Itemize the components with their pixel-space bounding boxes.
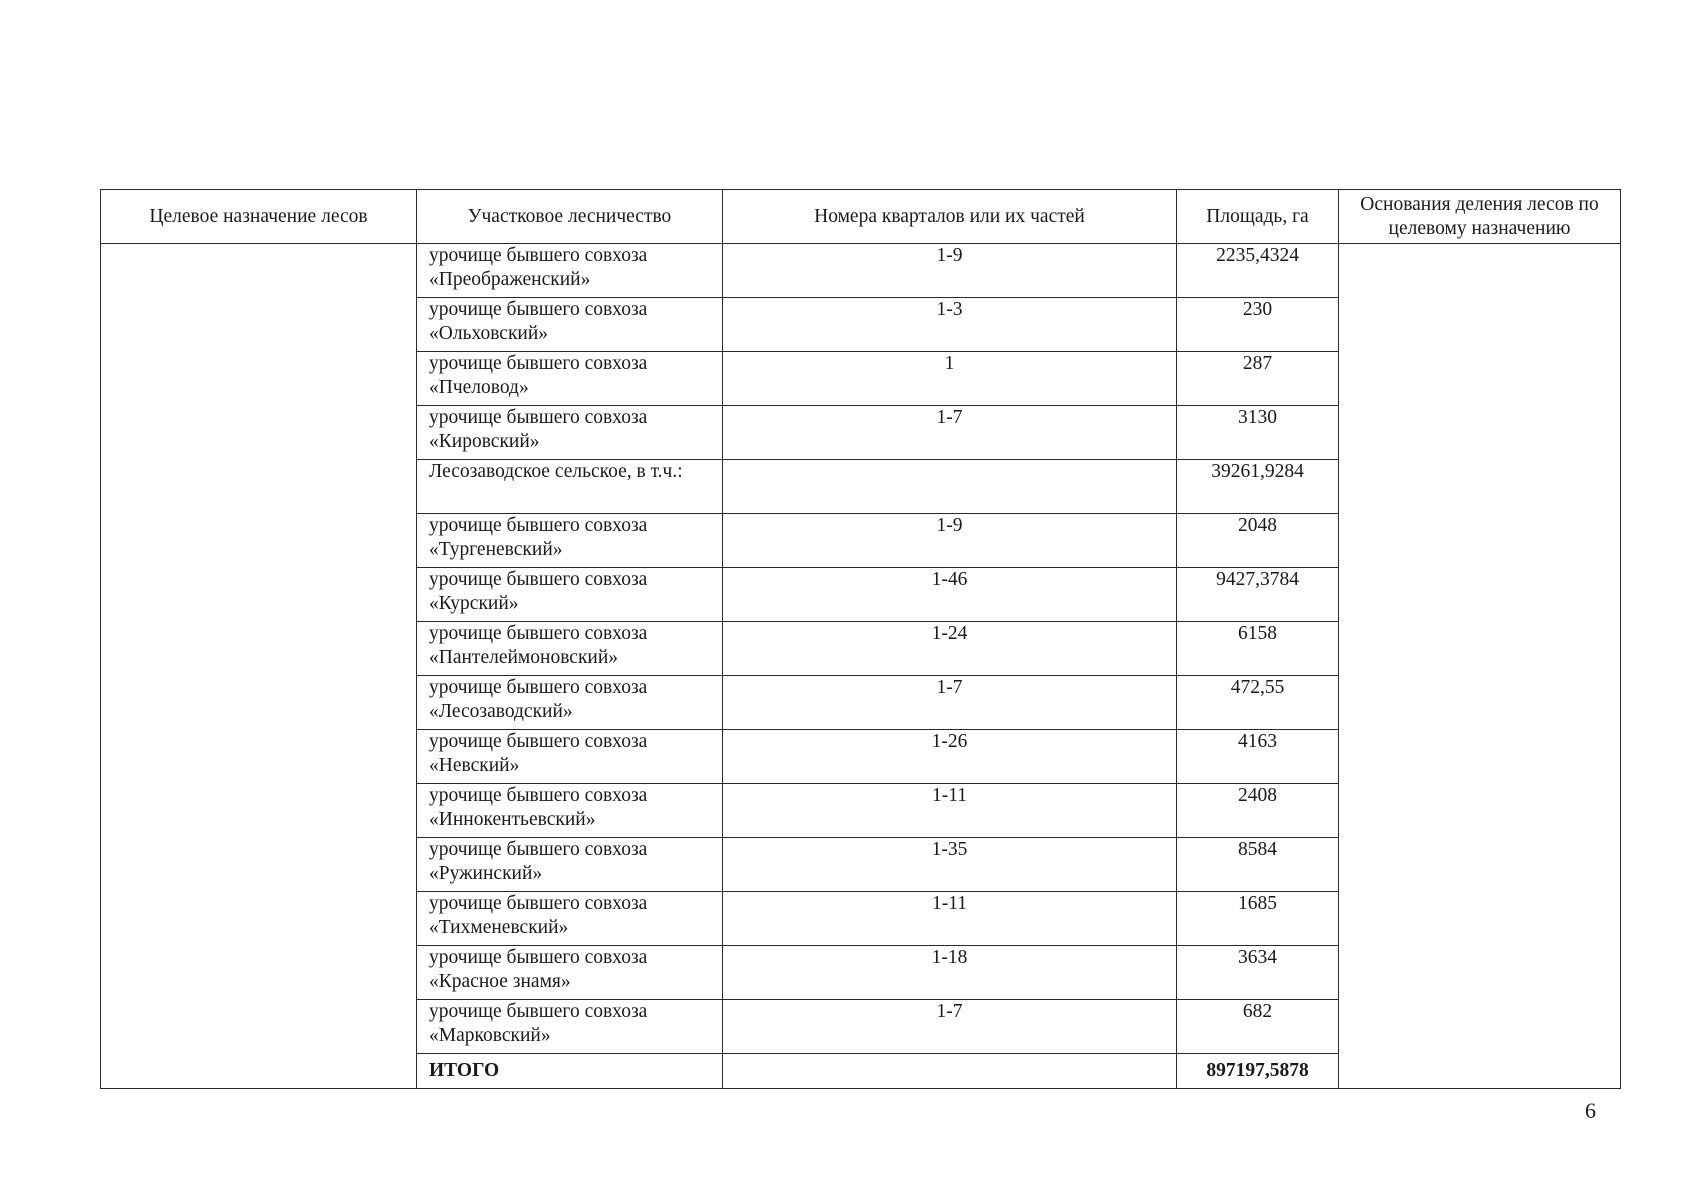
forestry-cell: урочище бывшего совхоза «Невский»: [417, 730, 723, 784]
header-purpose: Целевое назначение лесов: [101, 190, 417, 244]
area-cell: 1685: [1177, 892, 1339, 946]
forestry-cell: урочище бывшего совхоза «Марковский»: [417, 1000, 723, 1054]
quarters-cell: 1-7: [723, 1000, 1177, 1054]
page-number: 6: [1585, 1098, 1596, 1123]
area-cell: 2408: [1177, 784, 1339, 838]
area-cell: 682: [1177, 1000, 1339, 1054]
area-cell: 8584: [1177, 838, 1339, 892]
quarters-cell: 1-18: [723, 946, 1177, 1000]
forestry-cell: урочище бывшего совхоза «Преображенский»: [417, 244, 723, 298]
total-area: 897197,5878: [1177, 1054, 1339, 1089]
quarters-cell: 1: [723, 352, 1177, 406]
quarters-cell: 1-24: [723, 622, 1177, 676]
quarters-cell: 1-7: [723, 406, 1177, 460]
basis-cell: [1339, 244, 1621, 1089]
area-cell: 472,55: [1177, 676, 1339, 730]
forestry-cell: урочище бывшего совхоза «Пантелеймоновский»: [417, 622, 723, 676]
quarters-cell: 1-26: [723, 730, 1177, 784]
area-cell: 2048: [1177, 514, 1339, 568]
quarters-cell: 1-11: [723, 784, 1177, 838]
area-cell: 230: [1177, 298, 1339, 352]
forestry-cell: Лесозаводское сельское, в т.ч.:: [417, 460, 723, 514]
forestry-cell: урочище бывшего совхоза «Кировский»: [417, 406, 723, 460]
area-cell: 9427,3784: [1177, 568, 1339, 622]
quarters-cell: 1-35: [723, 838, 1177, 892]
forestry-cell: урочище бывшего совхоза «Лесозаводский»: [417, 676, 723, 730]
forestry-cell: урочище бывшего совхоза «Ольховский»: [417, 298, 723, 352]
total-quarters-cell: [723, 1054, 1177, 1089]
quarters-cell: [723, 460, 1177, 514]
quarters-cell: 1-11: [723, 892, 1177, 946]
forestry-cell: урочище бывшего совхоза «Иннокентьевский»: [417, 784, 723, 838]
header-quarters: Номера кварталов или их частей: [723, 190, 1177, 244]
table-header-row: [101, 190, 1621, 244]
header-basis: Основания деления лесов по целевому назначению: [1339, 190, 1621, 244]
area-cell: 6158: [1177, 622, 1339, 676]
area-cell: 287: [1177, 352, 1339, 406]
area-cell: 2235,4324: [1177, 244, 1339, 298]
forestry-cell: урочище бывшего совхоза «Тургеневский»: [417, 514, 723, 568]
header-forestry: Участковое лесничество: [417, 190, 723, 244]
forestry-cell: урочище бывшего совхоза «Ружинский»: [417, 838, 723, 892]
area-cell: 39261,9284: [1177, 460, 1339, 514]
quarters-cell: 1-46: [723, 568, 1177, 622]
header-area: Площадь, га: [1177, 190, 1339, 244]
total-label: ИТОГО: [417, 1054, 723, 1089]
area-cell: 3634: [1177, 946, 1339, 1000]
forestry-cell: урочище бывшего совхоза «Тихменевский»: [417, 892, 723, 946]
forestry-cell: урочище бывшего совхоза «Курский»: [417, 568, 723, 622]
area-cell: 4163: [1177, 730, 1339, 784]
forestry-cell: урочище бывшего совхоза «Пчеловод»: [417, 352, 723, 406]
quarters-cell: 1-7: [723, 676, 1177, 730]
table-row: [101, 244, 1621, 298]
quarters-cell: 1-9: [723, 244, 1177, 298]
quarters-cell: 1-9: [723, 514, 1177, 568]
area-cell: 3130: [1177, 406, 1339, 460]
forest-purpose-table: [100, 189, 1621, 1089]
purpose-cell: [101, 244, 417, 1089]
quarters-cell: 1-3: [723, 298, 1177, 352]
forestry-cell: урочище бывшего совхоза «Красное знамя»: [417, 946, 723, 1000]
